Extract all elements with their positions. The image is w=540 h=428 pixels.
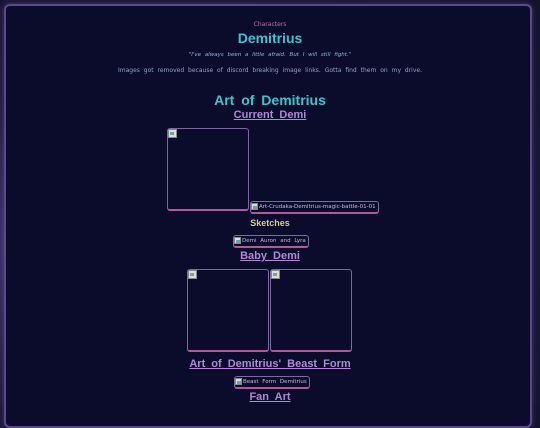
broken-image-icon [271,270,280,279]
broken-image-icon [168,129,177,138]
fan-art-link[interactable]: Fan Art [249,391,291,403]
baby-demi-link[interactable]: Baby Demi [240,250,300,262]
art-section-heading: Art of Demitrius [214,92,326,108]
current-demi-image[interactable] [167,128,249,211]
auron-lyra-alt-text: Demi Auron and Lyra [242,238,306,244]
magic-battle-alt-text: Art-Crudaka-Demitrius-magic-battle-01-01 [259,204,376,210]
auron-lyra-image[interactable] [233,235,309,248]
baby-demi-image-1[interactable] [187,269,269,352]
magic-battle-image[interactable] [250,201,379,214]
broken-image-icon [251,203,258,210]
baby-demi-image-2[interactable] [270,269,352,352]
broken-image-icon [235,378,242,385]
current-demi-link[interactable]: Current Demi [233,109,307,121]
category-link[interactable]: Characters [253,21,287,28]
beast-form-alt-text: Beast Form Demitrius [243,379,307,385]
broken-image-icon [234,237,241,244]
character-quote: "I've always been a little afraid. But I will still fight." [188,52,352,58]
beast-form-link[interactable]: Art of Demitrius' Beast Form [189,358,351,370]
page-note: Images got removed because of discord breaking image links. Gotta find them on my drive. [117,67,422,74]
broken-image-icon [188,270,197,279]
beast-form-image[interactable] [234,376,310,389]
sketches-heading: Sketches [250,218,290,228]
page-title: Demitrius [237,30,303,46]
